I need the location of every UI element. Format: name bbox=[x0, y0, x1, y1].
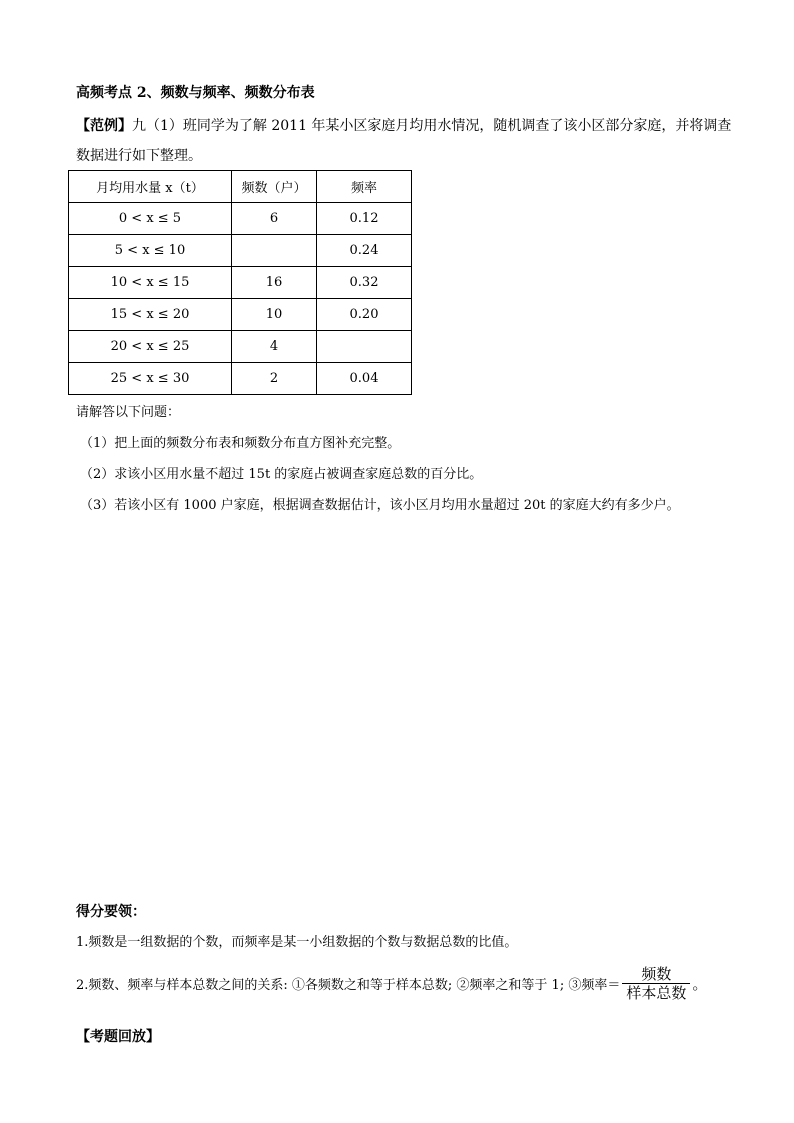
table-cell-range: 10 < x ≤ 15 bbox=[69, 267, 232, 299]
question-3: （3）若该小区有 1000 户家庭，根据调查数据估计，该小区月均用水量超过 20t 的家庭大约有多少户。 bbox=[80, 498, 680, 513]
question-2: （2）求该小区用水量不超过 15t 的家庭占被调查家庭总数的百分比。 bbox=[80, 467, 483, 482]
table-cell-count bbox=[232, 235, 317, 267]
fraction-numerator: 频数 bbox=[641, 965, 672, 983]
table-cell-count: 2 bbox=[232, 363, 317, 395]
table-cell-range: 20 < x ≤ 25 bbox=[69, 331, 232, 363]
table-cell-rate: 0.24 bbox=[317, 235, 412, 267]
table-cell-count: 10 bbox=[232, 299, 317, 331]
table-cell-range: 0 < x ≤ 5 bbox=[69, 203, 232, 235]
table-header-row bbox=[69, 171, 412, 203]
table-cell-rate: 0.32 bbox=[317, 267, 412, 299]
tip-2-end: 。 bbox=[692, 975, 708, 993]
table-cell-rate: 0.12 bbox=[317, 203, 412, 235]
table-cell-count: 16 bbox=[232, 267, 317, 299]
questions-intro: 请解答以下问题： bbox=[76, 405, 181, 420]
review-heading: 【考题回放】 bbox=[76, 1029, 160, 1045]
section-heading: 高频考点 2、频数与频率、频数分布表 bbox=[76, 85, 315, 101]
table-cell-range: 15 < x ≤ 20 bbox=[69, 299, 232, 331]
table-row bbox=[69, 331, 412, 363]
question-1: （1）把上面的频数分布表和频数分布直方图补充完整。 bbox=[80, 436, 401, 451]
tip-2 bbox=[76, 965, 707, 1002]
table-row bbox=[69, 363, 412, 395]
table-row bbox=[69, 299, 412, 331]
table-cell-rate bbox=[317, 331, 412, 363]
fraction-denominator: 样本总数 bbox=[622, 983, 690, 1002]
example-text-1: 九（1）班同学为了解 2011 年某小区家庭月均用水情况，随机调查了该小区部分家庭，并将调查 bbox=[132, 118, 732, 134]
table-cell-range: 25 < x ≤ 30 bbox=[69, 363, 232, 395]
table-cell-count: 6 bbox=[232, 203, 317, 235]
tips-title: 得分要领： bbox=[76, 904, 146, 920]
header-relative-frequency: 频率 bbox=[317, 171, 412, 203]
table-cell-range: 5 < x ≤ 10 bbox=[69, 235, 232, 267]
table-row bbox=[69, 267, 412, 299]
table-row bbox=[69, 235, 412, 267]
header-water-usage: 月均用水量 x（t） bbox=[69, 171, 232, 203]
table-cell-rate: 0.04 bbox=[317, 363, 412, 395]
table-cell-rate: 0.20 bbox=[317, 299, 412, 331]
tip-1: 1.频数是一组数据的个数，而频率是某一小组数据的个数与数据总数的比值。 bbox=[76, 935, 518, 950]
example-line-2: 数据进行如下整理。 bbox=[76, 148, 202, 164]
frequency-table bbox=[68, 170, 412, 395]
table-row bbox=[69, 203, 412, 235]
example-line-1 bbox=[76, 115, 731, 135]
tip-2-text: 2.频数、频率与样本总数之间的关系: ①各频数之和等于样本总数; ②频率之和等于 1; ③频率＝ bbox=[76, 978, 621, 993]
header-frequency-count: 频数（户） bbox=[232, 171, 317, 203]
table-cell-count: 4 bbox=[232, 331, 317, 363]
example-tag: 【范例】 bbox=[76, 118, 132, 134]
frequency-formula-fraction bbox=[622, 965, 690, 1002]
